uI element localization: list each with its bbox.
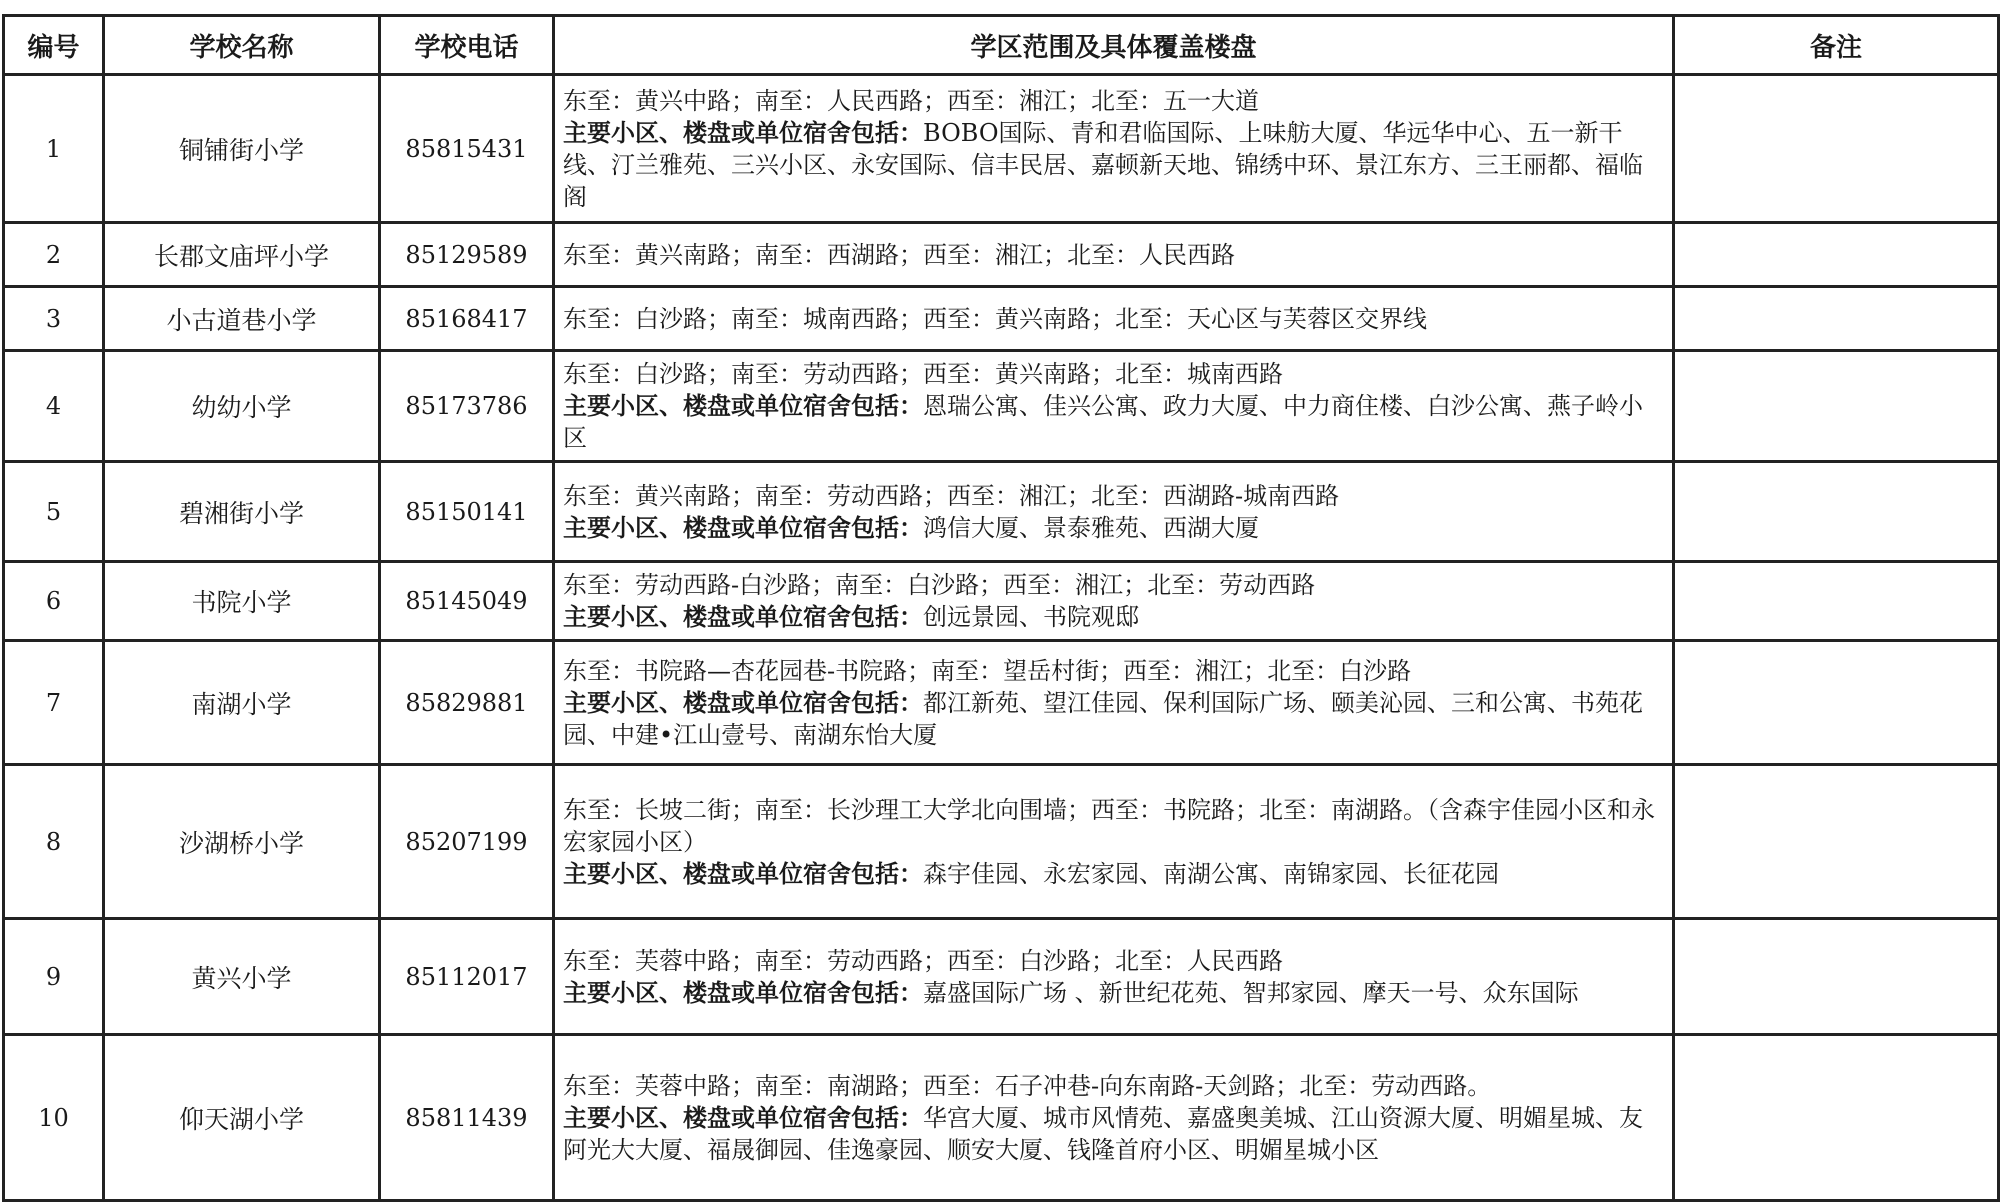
table-row [4,462,1999,562]
school-name: 沙湖桥小学 [104,765,380,919]
district-estates [563,687,1664,751]
row-number: 5 [4,462,104,562]
row-number: 7 [4,641,104,765]
table-row [4,1035,1999,1201]
district-estates [563,512,1664,544]
remark-cell [1674,223,1999,287]
estates-label: 主要小区、楼盘或单位宿舍包括： [563,859,923,888]
school-phone: 85112017 [380,919,554,1035]
remark-cell [1674,351,1999,462]
row-number: 10 [4,1035,104,1201]
school-phone: 85129589 [380,223,554,287]
district-estates [563,858,1664,890]
header-phone: 学校电话 [380,16,554,75]
school-name: 黄兴小学 [104,919,380,1035]
district-range [554,223,1674,287]
row-number: 2 [4,223,104,287]
estates-list: 都江新苑、望江佳园、保利国际广场、颐美沁园、三和公寓、书苑花园、中建•江山壹号、南湖东怡大厦 [563,688,1643,749]
district-range [554,351,1674,462]
row-number: 3 [4,287,104,351]
table-row [4,765,1999,919]
district-range [554,1035,1674,1201]
school-phone: 85829881 [380,641,554,765]
school-phone: 85150141 [380,462,554,562]
header-name: 学校名称 [104,16,380,75]
school-name: 碧湘街小学 [104,462,380,562]
estates-label: 主要小区、楼盘或单位宿舍包括： [563,1103,923,1132]
estates-label: 主要小区、楼盘或单位宿舍包括： [563,603,923,631]
estates-label: 主要小区、楼盘或单位宿舍包括： [563,688,923,717]
district-estates [563,1102,1664,1166]
district-bounds: 东至：黄兴南路；南至：劳动西路；西至：湘江；北至：西湖路-城南西路 [563,481,1340,510]
remark-cell [1674,462,1999,562]
remark-cell [1674,641,1999,765]
estates-label: 主要小区、楼盘或单位宿舍包括： [563,118,923,147]
table-row [4,351,1999,462]
table-row [4,223,1999,287]
row-number: 8 [4,765,104,919]
remark-cell [1674,75,1999,223]
district-estates [563,977,1664,1009]
estates-label: 主要小区、楼盘或单位宿舍包括： [563,392,923,420]
school-district-table [2,14,2000,1202]
district-bounds: 东至：黄兴南路；南至：西湖路；西至：湘江；北至：人民西路 [563,240,1235,269]
district-range [554,919,1674,1035]
estates-list: 华宫大厦、城市风情苑、嘉盛奥美城、江山资源大厦、明媚星城、友阿光大大厦、福晟御园、佳逸豪园、顺安大厦、钱隆首府小区、明媚星城小区 [563,1103,1643,1164]
school-phone: 85168417 [380,287,554,351]
header-row [4,16,1999,75]
district-range [554,287,1674,351]
table-row [4,562,1999,641]
district-bounds: 东至：芙蓉中路；南至：南湖路；西至：石子冲巷-向东南路-天剑路；北至：劳动西路。 [563,1071,1492,1100]
district-bounds: 东至：白沙路；南至：劳动西路；西至：黄兴南路；北至：城南西路 [563,360,1283,388]
table-row [4,287,1999,351]
school-phone: 85145049 [380,562,554,641]
district-range [554,641,1674,765]
school-name: 仰天湖小学 [104,1035,380,1201]
school-phone: 85811439 [380,1035,554,1201]
school-name: 南湖小学 [104,641,380,765]
header-range: 学区范围及具体覆盖楼盘 [554,16,1674,75]
header-note: 备注 [1674,16,1999,75]
estates-label: 主要小区、楼盘或单位宿舍包括： [563,513,923,542]
remark-cell [1674,765,1999,919]
school-phone: 85173786 [380,351,554,462]
estates-list: 鸿信大厦、景泰雅苑、西湖大厦 [923,513,1259,542]
remark-cell [1674,919,1999,1035]
remark-cell [1674,1035,1999,1201]
district-bounds: 东至：白沙路；南至：城南西路；西至：黄兴南路；北至：天心区与芙蓉区交界线 [563,304,1427,333]
district-range [554,75,1674,223]
school-name: 幼幼小学 [104,351,380,462]
school-name: 铜铺街小学 [104,75,380,223]
table-row [4,641,1999,765]
estates-list: 创远景园、书院观邸 [923,603,1139,631]
district-bounds: 东至：劳动西路-白沙路；南至：白沙路；西至：湘江；北至：劳动西路 [563,571,1316,599]
estates-list: 恩瑞公寓、佳兴公寓、政力大厦、中力商住楼、白沙公寓、燕子岭小区 [563,392,1643,452]
row-number: 6 [4,562,104,641]
table-row [4,75,1999,223]
table-body [4,75,1999,1201]
estates-label: 主要小区、楼盘或单位宿舍包括： [563,978,923,1007]
remark-cell [1674,287,1999,351]
estates-list: 嘉盛国际广场 、新世纪花苑、智邦家园、摩天一号、众东国际 [923,978,1579,1007]
district-bounds: 东至：长坡二街；南至：长沙理工大学北向围墙；西至：书院路；北至：南湖路。（含森宇佳园小区和永宏家园小区） [563,795,1655,856]
district-bounds: 东至：书院路—杏花园巷-书院路；南至：望岳村街；西至：湘江；北至：白沙路 [563,656,1412,685]
row-number: 4 [4,351,104,462]
school-name: 长郡文庙坪小学 [104,223,380,287]
remark-cell [1674,562,1999,641]
district-estates [563,117,1664,213]
header-num: 编号 [4,16,104,75]
row-number: 9 [4,919,104,1035]
table-row [4,919,1999,1035]
school-name: 小古道巷小学 [104,287,380,351]
district-range [554,462,1674,562]
district-bounds: 东至：芙蓉中路；南至：劳动西路；西至：白沙路；北至：人民西路 [563,946,1283,975]
estates-list: 森宇佳园、永宏家园、南湖公寓、南锦家园、长征花园 [923,859,1499,888]
district-range [554,765,1674,919]
school-phone: 85207199 [380,765,554,919]
row-number: 1 [4,75,104,223]
estates-list: BOBO国际、青和君临国际、上味舫大厦、华远华中心、五一新干线、汀兰雅苑、三兴小区、永安国际、信丰民居、嘉顿新天地、锦绣中环、景江东方、三王丽都、福临阁 [563,118,1643,211]
district-estates [563,390,1664,454]
school-name: 书院小学 [104,562,380,641]
school-phone: 85815431 [380,75,554,223]
district-range [554,562,1674,641]
district-bounds: 东至：黄兴中路；南至：人民西路；西至：湘江；北至：五一大道 [563,86,1259,115]
district-estates [563,601,1664,633]
